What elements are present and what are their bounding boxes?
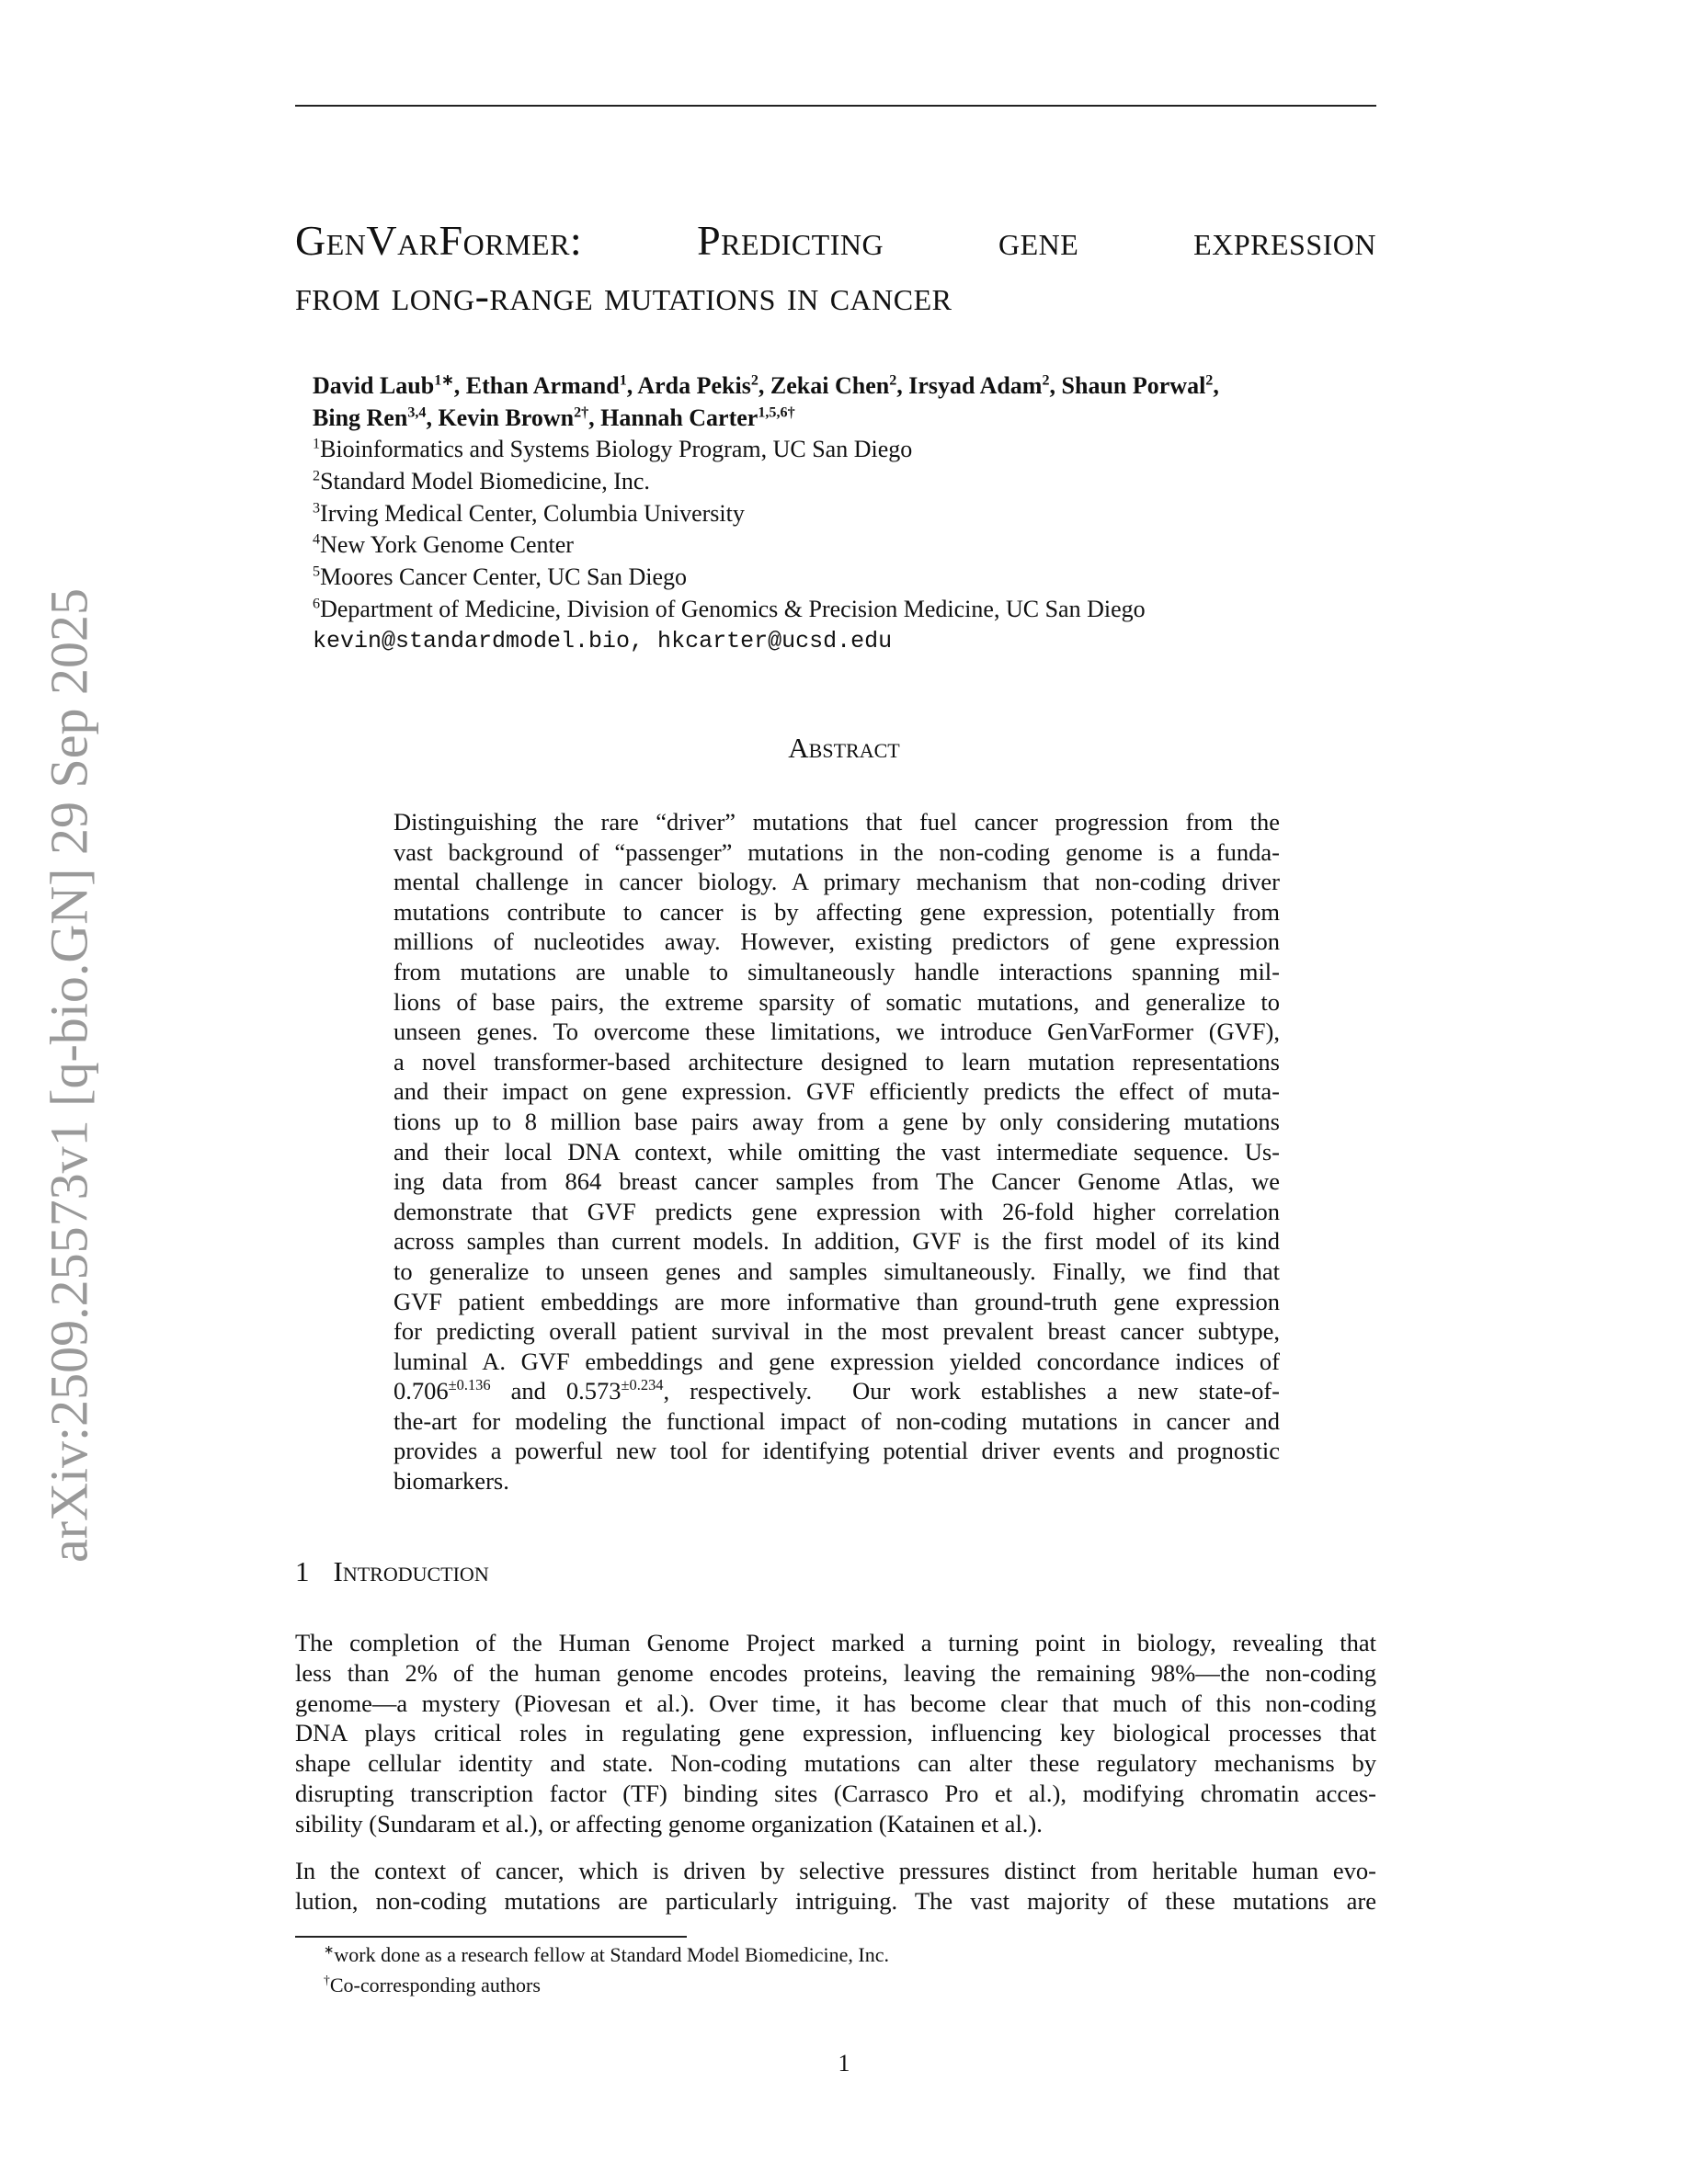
text-line: disrupting transcription factor (TF) binding sites (Carrasco Pro et al.), modifying chromatin acces- [295,1779,1376,1807]
affiliation: $^5$Moores Cancer Center, UC San Diego [313,563,688,591]
author: David Laub$^{1∗}$ [313,372,454,399]
affiliation: $^4$New York Genome Center [313,531,574,559]
author: Zekai Chen$^2$ [770,372,897,399]
text-line: millions of nucleotides away. However, existing predictors of gene expression [393,927,1280,956]
author: Shaun Porwal$^2$ [1061,372,1214,399]
author: Irsyad Adam$^2$ [908,372,1050,399]
text-line: and their impact on gene expression. GVF efficiently predicts the effect of muta- [393,1077,1280,1106]
page-number: 1 [838,2050,850,2076]
affiliation: $^6$Department of Medicine, Division of Genomics & Precision Medicine, UC San Diego [313,595,1146,622]
contact-emails[interactable]: kevin@standardmodel.bio, hkcarter@ucsd.edu [313,627,893,654]
section-title: Introduction [333,1555,489,1587]
text-line: shape cellular identity and state. Non-coding mutations can alter these regulatory mechanisms by [295,1749,1376,1778]
text-line: ing data from 864 breast cancer samples from The Cancer Genome Atlas, we [393,1167,1280,1196]
text-line: vast background of “passenger” mutations in the non-coding genome is a funda- [393,837,1280,866]
text-line: luminal A. GVF embeddings and gene expression yielded concordance indices of [393,1347,1280,1375]
section-heading-introduction [295,1555,489,1588]
author-list [313,370,1219,434]
text-line: for predicting overall patient survival in the most prevalent breast cancer subtype, [393,1317,1280,1346]
text-line: a novel transformer-based architecture designed to learn mutation representations [393,1047,1280,1075]
text-line: Distinguishing the rare “driver” mutations that fuel cancer progression from the [393,808,1280,836]
text-line: The completion of the Human Genome Project marked a turning point in biology, revealing that [295,1629,1376,1656]
text-line: demonstrate that GVF predicts gene expression with 26-fold higher correlation [393,1197,1280,1225]
author-line-2: Bing Ren$^{3,4}$, Kevin Brown$^{2\dagger}$, Hannah Carter$^{1,5,6\dagger}$ [313,404,795,431]
abstract-stat-line: $0.706^{\pm 0.136}$ and $0.573^{\pm 0.234}$, respectively. Our work establishes a new state-of- [393,1376,1280,1405]
title-line-1: GenVarFormer: Predicting gene expression [295,217,1376,264]
paper-title [295,213,1376,324]
abstract-tail-lines [393,1406,1280,1496]
text-line: genome—a mystery (Piovesan et al.). Over time, it has become clear that much of this non-coding [295,1689,1376,1717]
text-line: mutations contribute to cancer is by affecting gene expression, potentially from [393,897,1280,926]
author: Ethan Armand$^1$ [465,372,627,399]
affiliation-list [313,434,1146,658]
affiliation: $^2$Standard Model Biomedicine, Inc. [313,467,650,495]
text-line: unseen genes. To overcome these limitations, we introduce GenVarFormer (GVF), [393,1018,1280,1046]
text-line: GVF patient embeddings are more informative than ground-truth gene expression [393,1287,1280,1315]
abstract-body [393,807,1280,1496]
author-line-1: David Laub$^{1∗}$, Ethan Armand$^1$, Arda Pekis$^2$, Zekai Chen$^2$, Irsyad Adam$^2$, Shaun Porwal$^2$, [313,372,1219,399]
text-line: from mutations are unable to simultaneously handle interactions spanning mil- [393,957,1280,985]
author: Arda Pekis$^2$ [637,372,758,399]
text-line: across samples than current models. In addition, GVF is the first model of its kind [393,1227,1280,1256]
footnote: †Co-corresponding authors [324,1973,541,1996]
footnote-rule [295,1936,687,1938]
text-line: the-art for modeling the functional impact of non-coding mutations in cancer and [393,1406,1280,1435]
abstract-heading: Abstract [788,732,900,764]
text-line: provides a powerful new tool for identifying potential driver events and prognostic [393,1437,1280,1465]
text-line: lions of base pairs, the extreme sparsity of somatic mutations, and generalize to [393,987,1280,1016]
text-line: mental challenge in cancer biology. A primary mechanism that non-coding driver [393,868,1280,896]
affiliation: $^1$Bioinformatics and Systems Biology Program, UC San Diego [313,436,913,462]
title-line-2: from long-range mutations in cancer [295,272,952,319]
intro-paragraph-2 [295,1856,1376,1917]
text-line: biomarkers. [393,1467,509,1496]
text-line: DNA plays critical roles in regulating gene expression, influencing key biological processes that [295,1719,1376,1747]
text-line: In the context of cancer, which is driven by selective pressures distinct from heritable human evo- [295,1857,1376,1884]
author: Hannah Carter$^{1,5,6\dagger}$ [600,404,795,431]
text-line: sibility (Sundaram et al.), or affecting genome organization (Katainen et al.). [295,1809,1043,1837]
text-line: and their local DNA context, while omitting the vast intermediate sequence. Us- [393,1137,1280,1166]
text-line: tions up to 8 million base pairs away from a gene by only considering mutations [393,1107,1280,1135]
intro-paragraph-1 [295,1628,1376,1839]
author: Kevin Brown$^{2\dagger}$ [438,404,589,431]
header-rule [295,105,1376,107]
footnote: ∗work done as a research fellow at Standard Model Biomedicine, Inc. [324,1942,889,1966]
affiliation: $^3$Irving Medical Center, Columbia University [313,499,745,527]
abstract-lines [393,807,1280,1376]
text-line: less than 2% of the human genome encodes proteins, leaving the remaining 98%—the non-coding [295,1658,1376,1687]
arxiv-identifier: arXiv:2509.25573v1 [q-bio.GN] 29 Sep 2025 [39,587,99,1564]
text-line: to generalize to unseen genes and samples simultaneously. Finally, we find that [393,1257,1280,1285]
section-number: 1 [295,1555,310,1587]
text-line: lution, non-coding mutations are particularly intriguing. The vast majority of these mutations are [295,1886,1376,1915]
author: Bing Ren$^{3,4}$ [313,404,427,431]
